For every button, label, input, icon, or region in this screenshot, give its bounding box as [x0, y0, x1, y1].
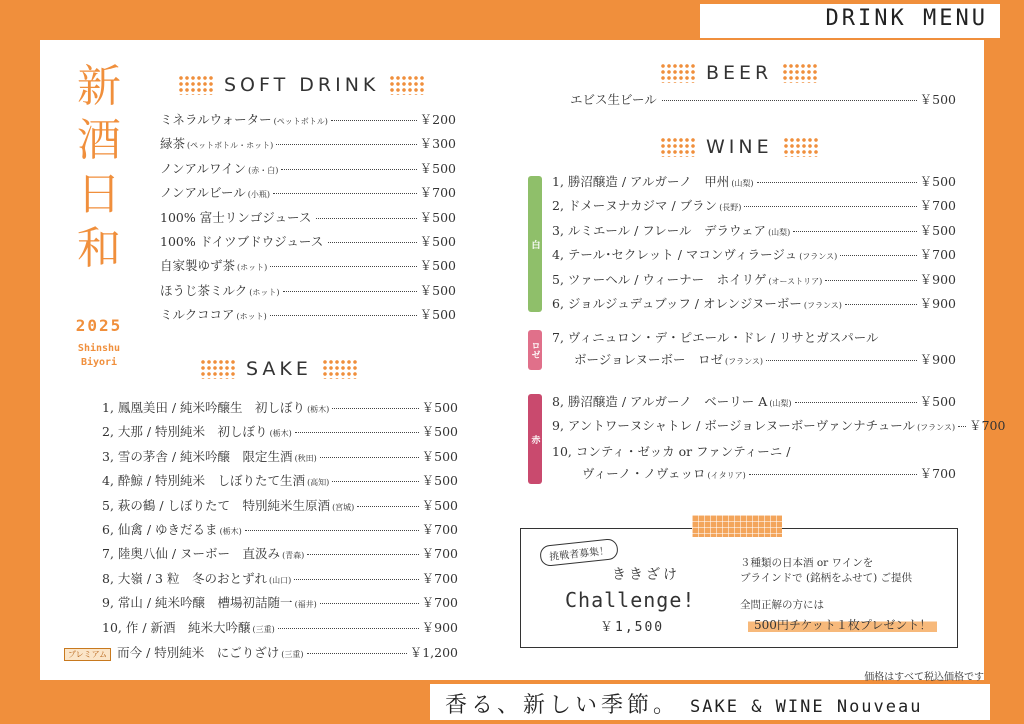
dot-leader: [757, 182, 917, 183]
dot-leader: [332, 481, 418, 482]
item-price: ￥500: [421, 400, 458, 415]
item-price: ￥500: [419, 209, 456, 225]
item-price: ￥500: [919, 394, 956, 409]
menu-item: [102, 471, 458, 495]
item-price: ￥500: [421, 497, 458, 513]
dot-leader: [332, 408, 418, 409]
section-title: SOFT DRINK: [224, 74, 380, 96]
menu-item: [160, 110, 456, 134]
dot-leader: [283, 291, 417, 292]
item-name: 3, ルミエール / フレール デラウェア: [552, 222, 767, 238]
sake-heading: [200, 358, 358, 380]
item-price: ￥700: [421, 546, 458, 562]
item-price: ￥700: [421, 521, 458, 537]
menu-item: [102, 447, 458, 471]
item-price: ￥500: [419, 258, 456, 274]
item-price: ￥700: [919, 466, 956, 481]
footer-jp: 香る、新しい季節。: [445, 693, 680, 718]
logo-char: 酒: [77, 115, 121, 166]
item-note: (小瓶): [247, 190, 271, 200]
section-title: WINE: [706, 136, 773, 158]
item-name: 8, 大嶺 / 3 粒 冬のおとずれ: [102, 570, 267, 586]
item-name: 10, コンティ・ゼッカ or ファンティーニ /: [552, 444, 791, 459]
dot-leader: [825, 280, 916, 281]
menu-item: [160, 134, 456, 158]
dot-ornament: [389, 75, 425, 95]
item-note: (ホット): [249, 287, 280, 297]
logo-char: 和: [77, 223, 121, 274]
item-note: (ペットボトル): [273, 117, 328, 126]
dot-leader: [793, 231, 916, 232]
item-price: ￥500: [421, 448, 458, 464]
item-note: (山梨): [731, 179, 754, 188]
red-wine-row-10: [552, 442, 956, 490]
item-note: (フランス): [803, 300, 842, 310]
item-note: (青森): [282, 551, 305, 561]
challenge-description: [740, 556, 912, 586]
page-title: DRINK MENU: [825, 6, 988, 31]
challenge-badge: 挑戦者募集！: [539, 538, 619, 567]
dot-leader: [328, 242, 416, 243]
dot-leader: [307, 653, 407, 654]
red-wine-list: [552, 392, 1006, 441]
dot-leader: [273, 193, 417, 194]
item-note: (イタリア): [707, 471, 746, 480]
item-name: 6, 仙禽 / ゆきだるま: [102, 521, 218, 537]
dot-leader: [357, 506, 418, 507]
menu-item: [102, 569, 458, 593]
desc-line: ブラインドで (銘柄をふせて) ご提供: [740, 572, 913, 584]
item-price: ￥900: [919, 352, 956, 367]
item-note: (ホット): [237, 263, 268, 273]
item-note: (長野): [719, 203, 742, 213]
item-price: ￥500: [919, 174, 956, 189]
item-name: 2, 大那 / 特別純米 初しぼり: [102, 424, 268, 440]
item-price: ￥500: [419, 307, 456, 323]
menu-item: [570, 90, 956, 114]
item-note: (高知): [307, 478, 330, 488]
item-name: 而今 / 特別純米 にごりざけ: [117, 645, 280, 660]
item-note: (ペットボトル・ホット): [187, 141, 274, 151]
wine-heading: [660, 136, 819, 158]
item-name: 100% 富士リンゴジュース: [160, 209, 312, 225]
item-name: 1, 鳳凰美田 / 純米吟醸生 初しぼり: [102, 400, 306, 415]
menu-item: [102, 544, 458, 568]
logo-char: 日: [77, 169, 121, 220]
menu-item: [160, 256, 456, 280]
item-name: 緑茶: [160, 136, 186, 152]
item-price: ￥1,200: [409, 645, 458, 660]
item-second-line: [552, 350, 956, 368]
item-name: ミルクココア: [160, 307, 235, 323]
dot-leader: [795, 402, 917, 403]
menu-item: [552, 270, 956, 294]
item-note: (赤・白): [248, 165, 279, 175]
dot-leader: [278, 628, 419, 629]
item-price: ￥500: [421, 473, 458, 489]
menu-item: [552, 172, 956, 196]
menu-item: [102, 593, 458, 617]
dot-leader: [281, 169, 416, 170]
item-price: ￥700: [421, 595, 458, 611]
item-note: (山口): [269, 575, 292, 585]
challenge-price: ￥1,500: [600, 620, 665, 635]
item-note: (フランス): [725, 357, 764, 366]
menu-item: [160, 183, 456, 207]
item-second-line: [552, 464, 956, 482]
beer-list: [570, 90, 956, 114]
menu-item: [102, 618, 458, 642]
logo-sub-line: Shinshu: [77, 343, 121, 354]
soft-drink-list: [160, 110, 456, 330]
challenge-prize: 500円チケット１枚プレゼント！: [748, 614, 937, 635]
dot-ornament: [322, 359, 358, 379]
item-name: 6, ジョルジュデュブッフ / オレンジヌーボー: [552, 295, 802, 311]
dot-leader: [270, 266, 416, 267]
dot-leader: [958, 426, 966, 427]
premium-badge: プレミアム: [64, 648, 111, 661]
tape-decoration: [692, 515, 782, 537]
menu-item: [552, 416, 1006, 440]
item-name: ノンアルワイン: [160, 160, 247, 176]
menu-item: [102, 496, 458, 520]
dot-leader: [295, 432, 419, 433]
dot-leader: [766, 360, 917, 361]
item-note: (山梨): [769, 399, 792, 408]
premium-sake-row: [64, 643, 458, 667]
item-name: ノンアルビール: [160, 185, 246, 201]
item-note: (三重): [252, 624, 275, 634]
item-name: エビス生ビール: [570, 92, 657, 107]
item-price: ￥700: [969, 418, 1006, 434]
item-name: 3, 雪の茅舎 / 純米吟醸 限定生酒: [102, 448, 293, 464]
item-note: (栃木): [307, 405, 330, 414]
item-name: 4, テール･セクレット / マコンヴィラージュ: [552, 247, 798, 263]
item-price: ￥500: [919, 92, 956, 107]
menu-item: [102, 520, 458, 544]
item-name: 1, 勝沼醸造 / アルガーノ 甲州: [552, 174, 730, 189]
rose-wine-row: [552, 328, 956, 376]
dot-ornament: [200, 359, 236, 379]
menu-item: [102, 422, 458, 446]
menu-item: [552, 221, 956, 245]
item-name: 2, ドメーヌナカジマ / ブラン: [552, 198, 718, 214]
item-price: ￥500: [919, 222, 956, 238]
item-name: 9, アントワーヌシャトレ / ボージョレヌーボーヴァンナチュール: [552, 418, 916, 434]
menu-item: [160, 305, 456, 329]
item-name: ミネラルウォーター: [160, 112, 272, 127]
dot-leader: [245, 530, 419, 531]
item-price: ￥900: [919, 295, 956, 311]
menu-item: [552, 245, 956, 269]
dot-leader: [270, 315, 417, 316]
soft-drink-heading: [178, 74, 425, 96]
footer-tagline: [445, 688, 922, 719]
item-name-cont: ボージョレヌーボー ロゼ: [574, 352, 724, 367]
item-price: ￥500: [421, 424, 458, 440]
dot-leader: [744, 206, 916, 207]
item-name: 7, 陸奥八仙 / ヌーボー 直汲み: [102, 546, 281, 562]
logo-year: 2025: [75, 316, 123, 335]
item-price: ￥700: [919, 198, 956, 214]
item-name: 10, 作 / 新酒 純米大吟醸: [102, 619, 251, 635]
menu-item: [160, 232, 456, 256]
challenge-kikizake: ききざけ: [612, 567, 680, 583]
item-name: 自家製ゆず茶: [160, 258, 236, 274]
dot-ornament: [783, 137, 819, 157]
item-note: (宮城): [332, 502, 355, 512]
item-price: ￥500: [419, 233, 456, 249]
desc-line: ３種類の日本酒 or ワインを: [740, 557, 874, 569]
item-note: (秋田): [294, 453, 317, 463]
challenge-condition: 全問正解の方には: [740, 599, 824, 611]
section-title: BEER: [706, 62, 773, 84]
item-note: (ホット): [236, 312, 267, 322]
item-price: ￥700: [421, 570, 458, 586]
logo-subtitle: [64, 342, 134, 370]
dot-ornament: [782, 63, 818, 83]
item-note: (三重): [281, 650, 304, 659]
tax-note: 価格はすべて税込価格です: [864, 672, 984, 683]
menu-item: [102, 398, 458, 422]
item-price: ￥700: [419, 185, 456, 201]
item-name: 100% ドイツブドウジュース: [160, 233, 324, 249]
item-price: ￥200: [419, 112, 456, 127]
dot-leader: [320, 603, 419, 604]
sake-list: [102, 398, 458, 642]
dot-leader: [294, 579, 418, 580]
item-name: 5, 萩の鶴 / しぼりたて 特別純米生原酒: [102, 497, 331, 513]
dot-ornament: [178, 75, 214, 95]
item-price: ￥500: [419, 160, 456, 176]
item-name: 9, 常山 / 純米吟醸 槽場初詰随一: [102, 595, 293, 611]
item-name-cont: ヴィーノ・ノヴェッロ: [582, 466, 706, 481]
item-note: (栃木): [269, 429, 292, 439]
item-name: ほうじ茶ミルク: [160, 282, 248, 298]
dot-leader: [320, 457, 419, 458]
red-wine-tag: 赤: [528, 394, 542, 484]
logo-sub-line: Biyori: [80, 357, 118, 368]
item-price: ￥900: [919, 271, 956, 287]
item-price: ￥300: [419, 136, 456, 152]
menu-item: [552, 196, 956, 220]
dot-leader: [840, 255, 916, 256]
item-name: 7, ヴィニュロン・デ・ピエール・ドレ / リサとガスパール: [552, 330, 879, 345]
section-title: SAKE: [246, 358, 312, 380]
dot-ornament: [660, 63, 696, 83]
white-wine-list: [552, 172, 956, 318]
menu-item: [160, 281, 456, 305]
menu-item: [160, 159, 456, 183]
dot-leader: [331, 120, 417, 121]
dot-leader: [845, 304, 917, 305]
item-note: (フランス): [917, 423, 956, 433]
white-wine-tag: 白: [528, 176, 542, 312]
rose-wine-tag: ロゼ: [528, 330, 542, 370]
item-price: ￥700: [919, 247, 956, 263]
item-name: 5, ツァーヘル / ウィーナー ホイリゲ: [552, 271, 767, 287]
footer-en: SAKE & WINE Nouveau: [690, 697, 923, 717]
menu-item: [552, 392, 956, 416]
dot-leader: [662, 100, 917, 101]
dot-ornament: [660, 137, 696, 157]
item-note: (フランス): [799, 252, 838, 262]
dot-leader: [307, 554, 418, 555]
challenge-title: Challenge!: [565, 588, 696, 612]
menu-item: [160, 208, 456, 232]
item-note: (栃木): [219, 526, 242, 536]
item-note: (福井): [294, 600, 317, 610]
menu-item: [552, 294, 956, 318]
logo-char: 新: [77, 61, 121, 112]
beer-heading: [660, 62, 818, 84]
logo: [70, 60, 128, 276]
item-note: (オーストリア): [768, 276, 823, 286]
item-note: (山梨): [768, 227, 791, 237]
item-price: ￥900: [421, 619, 458, 635]
dot-leader: [749, 474, 917, 475]
item-name: 4, 酔鯨 / 特別純米 しぼりたて生酒: [102, 473, 306, 489]
dot-leader: [316, 218, 416, 219]
dot-leader: [276, 144, 416, 145]
item-price: ￥500: [419, 282, 456, 298]
item-name: 8, 勝沼醸造 / アルガーノ ベーリー A: [552, 394, 768, 409]
